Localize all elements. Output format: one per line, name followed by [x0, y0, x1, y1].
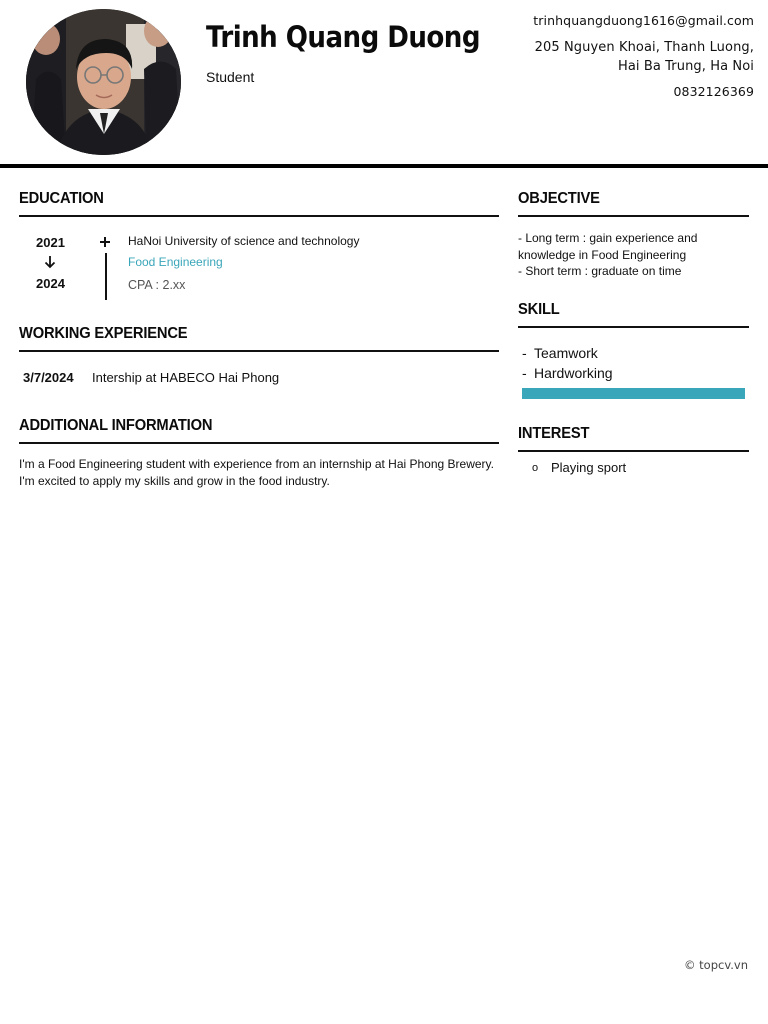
contact-address	[535, 38, 754, 76]
address-line-1: 205 Nguyen Khoai, Thanh Luong,	[534, 40, 754, 55]
contact-phone: 0832126369	[673, 84, 754, 99]
interest-divider	[518, 450, 749, 452]
candidate-name: Trinh Quang Duong	[206, 20, 481, 54]
work-divider	[19, 350, 499, 352]
education-major: Food Engineering	[128, 255, 223, 269]
skill-level-bar	[522, 388, 745, 399]
topcv-watermark: © topcv.vn	[684, 958, 748, 972]
additional-heading: ADDITIONAL INFORMATION	[19, 417, 213, 434]
skill-item	[522, 345, 598, 361]
contact-email: trinhquangduong1616@gmail.com	[533, 13, 754, 28]
interest-item: Playing sport	[551, 460, 627, 475]
objective-text	[518, 230, 749, 280]
education-end-year: 2024	[36, 276, 65, 291]
avatar-photo	[26, 9, 181, 155]
skill-dash: -	[522, 365, 527, 381]
education-heading: EDUCATION	[19, 190, 104, 207]
additional-divider	[19, 442, 499, 444]
work-role: Intership at HABECO Hai Phong	[92, 370, 280, 385]
work-date: 3/7/2024	[23, 370, 74, 385]
skill-level-fill	[522, 388, 745, 399]
objective-divider	[518, 215, 749, 217]
skill-divider	[518, 326, 749, 328]
objective-heading: OBJECTIVE	[518, 190, 600, 207]
additional-text: I'm a Food Engineering student with experience from an internship at Hai Phong Brewery. I'm excited to apply my skills and grow in the food industry.	[19, 457, 494, 488]
education-start-year: 2021	[36, 235, 65, 250]
education-timeline-line	[105, 253, 107, 300]
skill-label: Teamwork	[534, 345, 598, 361]
arrow-down-icon	[44, 255, 56, 269]
skill-item	[522, 365, 613, 381]
education-gpa: CPA : 2.xx	[128, 278, 186, 292]
address-line-2: Hai Ba Trung, Ha Noi	[617, 59, 754, 74]
skill-dash: -	[522, 345, 527, 361]
interest-heading: INTEREST	[518, 425, 590, 442]
work-heading: WORKING EXPERIENCE	[19, 325, 188, 342]
objective-short-term: - Short term : graduate on time	[518, 264, 682, 278]
cv-header	[0, 0, 768, 165]
candidate-title: Student	[206, 69, 255, 85]
objective-long-term: - Long term : gain experience and knowledge in Food Engineering	[518, 231, 698, 262]
plus-icon	[99, 236, 111, 248]
interest-bullet-icon: o	[532, 462, 539, 474]
avatar	[26, 9, 181, 155]
education-school: HaNoi University of science and technology	[128, 234, 360, 248]
skill-heading: SKILL	[518, 301, 560, 318]
header-divider	[0, 164, 768, 168]
education-divider	[19, 215, 499, 217]
skill-label: Hardworking	[534, 365, 613, 381]
